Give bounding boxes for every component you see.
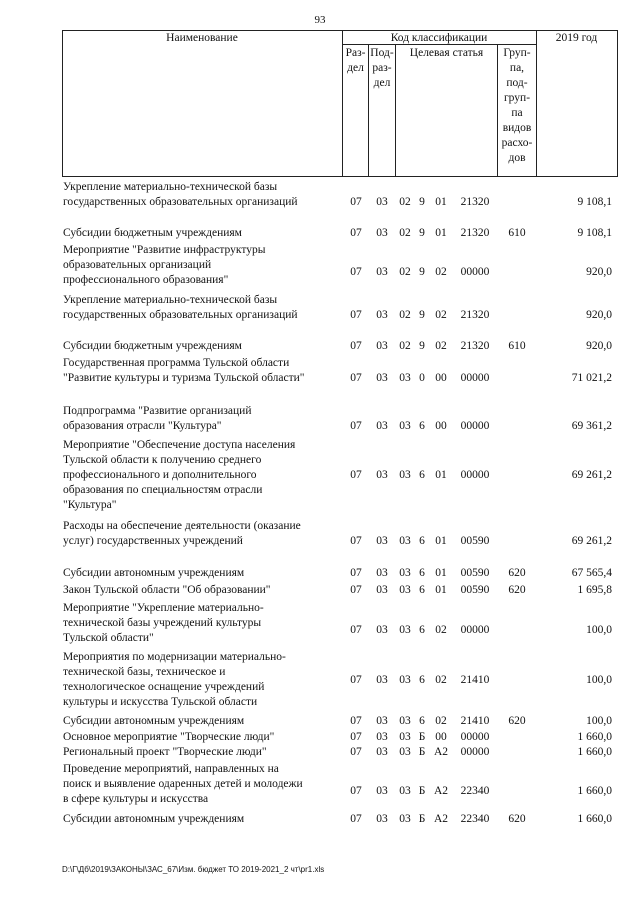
row-name: Государственная программа Тульской области "Развитие культуры и туризма Тульской области"	[63, 357, 305, 384]
page-number: 93	[314, 14, 326, 26]
program-code: 03	[399, 624, 411, 636]
podrazdel-code: 03	[376, 196, 388, 208]
podrazdel-code: 03	[376, 469, 388, 481]
subprogram-code: 6	[419, 469, 425, 481]
razdel-code: 07	[350, 420, 362, 432]
program-code: 03	[399, 420, 411, 432]
podrazdel-code: 03	[376, 813, 388, 825]
header-code: Код классификации	[390, 32, 488, 44]
event-code: А2	[433, 746, 449, 758]
row-name: Укрепление материально-технической базы государственных образовательных организаций	[63, 294, 298, 321]
direction-code: 00000	[460, 469, 490, 481]
event-code: 01	[435, 567, 447, 579]
podrazdel-code: 03	[376, 227, 388, 239]
header-right-border	[617, 30, 618, 177]
header-name: Наименование	[166, 32, 238, 44]
razdel-code: 07	[350, 227, 362, 239]
row-name: Основное мероприятие "Творческие люди"	[63, 731, 275, 743]
event-code: 01	[435, 584, 447, 596]
direction-code: 00590	[460, 567, 490, 579]
file-path-footer: D:\Г\Дб\2019\ЗАКОНЫ\ЗАС_67\Изм. бюджет ТО 2019-2021_2 чт\pr1.xls	[62, 865, 325, 874]
row-name: Субсидии бюджетным учреждениям	[63, 227, 242, 239]
row-name: Подпрограмма "Развитие организаций образования отрасли "Культура"	[63, 405, 252, 432]
program-code: 03	[399, 785, 411, 797]
direction-code: 00590	[460, 584, 490, 596]
podrazdel-code: 03	[376, 731, 388, 743]
podrazdel-code: 03	[376, 624, 388, 636]
row-name: Проведение мероприятий, направленных на поиск и выявление одаренных детей и молодежи в сфере культуры и искусства	[63, 763, 303, 805]
event-code: 00	[435, 731, 447, 743]
program-code: 03	[399, 674, 411, 686]
razdel-code: 07	[350, 266, 362, 278]
podrazdel-code: 03	[376, 420, 388, 432]
expense-group-code: 610	[508, 340, 526, 352]
header-bottom-border	[62, 176, 618, 177]
amount-2019: 1 660,0	[577, 746, 612, 758]
amount-2019: 920,0	[586, 266, 612, 278]
header-podrazdel-divider	[395, 44, 396, 177]
subprogram-code: 9	[419, 309, 425, 321]
direction-code: 21410	[460, 715, 490, 727]
expense-group-code: 620	[508, 813, 526, 825]
program-code: 03	[399, 584, 411, 596]
razdel-code: 07	[350, 674, 362, 686]
row-name: Региональный проект "Творческие люди"	[63, 746, 267, 758]
direction-code: 00000	[460, 266, 490, 278]
amount-2019: 69 261,2	[571, 469, 612, 481]
program-code: 03	[399, 746, 411, 758]
razdel-code: 07	[350, 785, 362, 797]
header-group-divider	[536, 30, 537, 177]
amount-2019: 1 660,0	[577, 731, 612, 743]
event-code: 02	[435, 624, 447, 636]
event-code: А2	[433, 785, 449, 797]
program-code: 03	[399, 813, 411, 825]
header-target: Целевая статья	[409, 47, 484, 59]
direction-code: 00590	[460, 535, 490, 547]
razdel-code: 07	[350, 567, 362, 579]
row-name: Укрепление материально-технической базы государственных образовательных организаций	[63, 181, 298, 208]
amount-2019: 1 660,0	[577, 785, 612, 797]
subprogram-code: 6	[419, 420, 425, 432]
podrazdel-code: 03	[376, 372, 388, 384]
podrazdel-code: 03	[376, 746, 388, 758]
row-name: Мероприятия по модернизации материально- технической базы, техническое и технологическое оснащение учреждений культуры и искусства Тульской области	[63, 651, 286, 708]
program-code: 02	[399, 266, 411, 278]
podrazdel-code: 03	[376, 785, 388, 797]
amount-2019: 1 660,0	[577, 813, 612, 825]
row-name: Мероприятие "Укрепление материально- технической базы учреждений культуры Тульской области"	[63, 602, 264, 644]
direction-code: 00000	[460, 746, 490, 758]
podrazdel-code: 03	[376, 309, 388, 321]
event-code: 00	[435, 372, 447, 384]
expense-group-code: 620	[508, 715, 526, 727]
podrazdel-code: 03	[376, 715, 388, 727]
razdel-code: 07	[350, 715, 362, 727]
subprogram-code: Б	[418, 813, 426, 825]
razdel-code: 07	[350, 535, 362, 547]
amount-2019: 100,0	[586, 715, 612, 727]
header-year: 2019 год	[555, 32, 598, 44]
program-code: 03	[399, 731, 411, 743]
program-code: 03	[399, 372, 411, 384]
amount-2019: 100,0	[586, 624, 612, 636]
amount-2019: 71 021,2	[571, 372, 612, 384]
row-name: Расходы на обеспечение деятельности (оказание услуг) государственных учреждений	[63, 520, 301, 547]
event-code: 01	[435, 469, 447, 481]
event-code: 01	[435, 535, 447, 547]
direction-code: 21320	[460, 309, 490, 321]
program-code: 02	[399, 309, 411, 321]
razdel-code: 07	[350, 340, 362, 352]
row-name: Субсидии бюджетным учреждениям	[63, 340, 242, 352]
event-code: 02	[435, 340, 447, 352]
header-razdel: Раз- дел	[345, 47, 366, 74]
razdel-code: 07	[350, 469, 362, 481]
row-name: Закон Тульской области "Об образовании"	[63, 584, 271, 596]
direction-code: 21410	[460, 674, 490, 686]
razdel-code: 07	[350, 813, 362, 825]
program-code: 03	[399, 469, 411, 481]
expense-group-code: 620	[508, 567, 526, 579]
subprogram-code: Б	[418, 731, 426, 743]
amount-2019: 920,0	[586, 309, 612, 321]
amount-2019: 69 261,2	[571, 535, 612, 547]
direction-code: 00000	[460, 624, 490, 636]
razdel-code: 07	[350, 372, 362, 384]
amount-2019: 67 565,4	[571, 567, 612, 579]
amount-2019: 100,0	[586, 674, 612, 686]
expense-group-code: 620	[508, 584, 526, 596]
podrazdel-code: 03	[376, 584, 388, 596]
row-name: Субсидии автономным учреждениям	[63, 715, 245, 727]
program-code: 03	[399, 715, 411, 727]
direction-code: 21320	[460, 227, 490, 239]
event-code: 01	[435, 196, 447, 208]
subprogram-code: 6	[419, 715, 425, 727]
program-code: 03	[399, 535, 411, 547]
subprogram-code: 6	[419, 584, 425, 596]
subprogram-code: 9	[419, 266, 425, 278]
direction-code: 21320	[460, 340, 490, 352]
subprogram-code: 6	[419, 674, 425, 686]
razdel-code: 07	[350, 746, 362, 758]
row-name: Субсидии автономным учреждениям	[63, 567, 245, 579]
direction-code: 21320	[460, 196, 490, 208]
amount-2019: 69 361,2	[571, 420, 612, 432]
subprogram-code: 9	[419, 196, 425, 208]
direction-code: 22340	[460, 785, 490, 797]
amount-2019: 920,0	[586, 340, 612, 352]
subprogram-code: Б	[418, 785, 426, 797]
event-code: 02	[435, 266, 447, 278]
subprogram-code: 6	[419, 624, 425, 636]
event-code: 00	[435, 420, 447, 432]
podrazdel-code: 03	[376, 340, 388, 352]
razdel-code: 07	[350, 624, 362, 636]
row-name: Субсидии автономным учреждениям	[63, 813, 245, 825]
event-code: А2	[433, 813, 449, 825]
program-code: 02	[399, 340, 411, 352]
event-code: 01	[435, 227, 447, 239]
subprogram-code: 6	[419, 567, 425, 579]
event-code: 02	[435, 674, 447, 686]
subprogram-code: 0	[419, 372, 425, 384]
direction-code: 00000	[460, 420, 490, 432]
subprogram-code: 9	[419, 340, 425, 352]
header-group: Груп- па, под- груп- па видов расхо- дов	[501, 47, 533, 164]
header-podrazdel: Под- раз- дел	[370, 47, 394, 89]
row-name: Мероприятие "Обеспечение доступа населения Тульской области к получению среднего профессионального и дополнительного образования по специальностям отрасли "Культура"	[63, 439, 296, 511]
podrazdel-code: 03	[376, 535, 388, 547]
expense-group-code: 610	[508, 227, 526, 239]
program-code: 02	[399, 196, 411, 208]
podrazdel-code: 03	[376, 266, 388, 278]
razdel-code: 07	[350, 309, 362, 321]
razdel-code: 07	[350, 584, 362, 596]
subprogram-code: 9	[419, 227, 425, 239]
row-name: Мероприятие "Развитие инфраструктуры образовательных организаций профессионального образования"	[63, 244, 266, 286]
direction-code: 00000	[460, 731, 490, 743]
subprogram-code: 6	[419, 535, 425, 547]
header-left-border	[62, 30, 63, 177]
direction-code: 00000	[460, 372, 490, 384]
subprogram-code: Б	[418, 746, 426, 758]
event-code: 02	[435, 715, 447, 727]
program-code: 02	[399, 227, 411, 239]
direction-code: 22340	[460, 813, 490, 825]
amount-2019: 9 108,1	[577, 196, 612, 208]
event-code: 02	[435, 309, 447, 321]
podrazdel-code: 03	[376, 674, 388, 686]
amount-2019: 1 695,8	[577, 584, 612, 596]
program-code: 03	[399, 567, 411, 579]
amount-2019: 9 108,1	[577, 227, 612, 239]
podrazdel-code: 03	[376, 567, 388, 579]
razdel-code: 07	[350, 196, 362, 208]
razdel-code: 07	[350, 731, 362, 743]
